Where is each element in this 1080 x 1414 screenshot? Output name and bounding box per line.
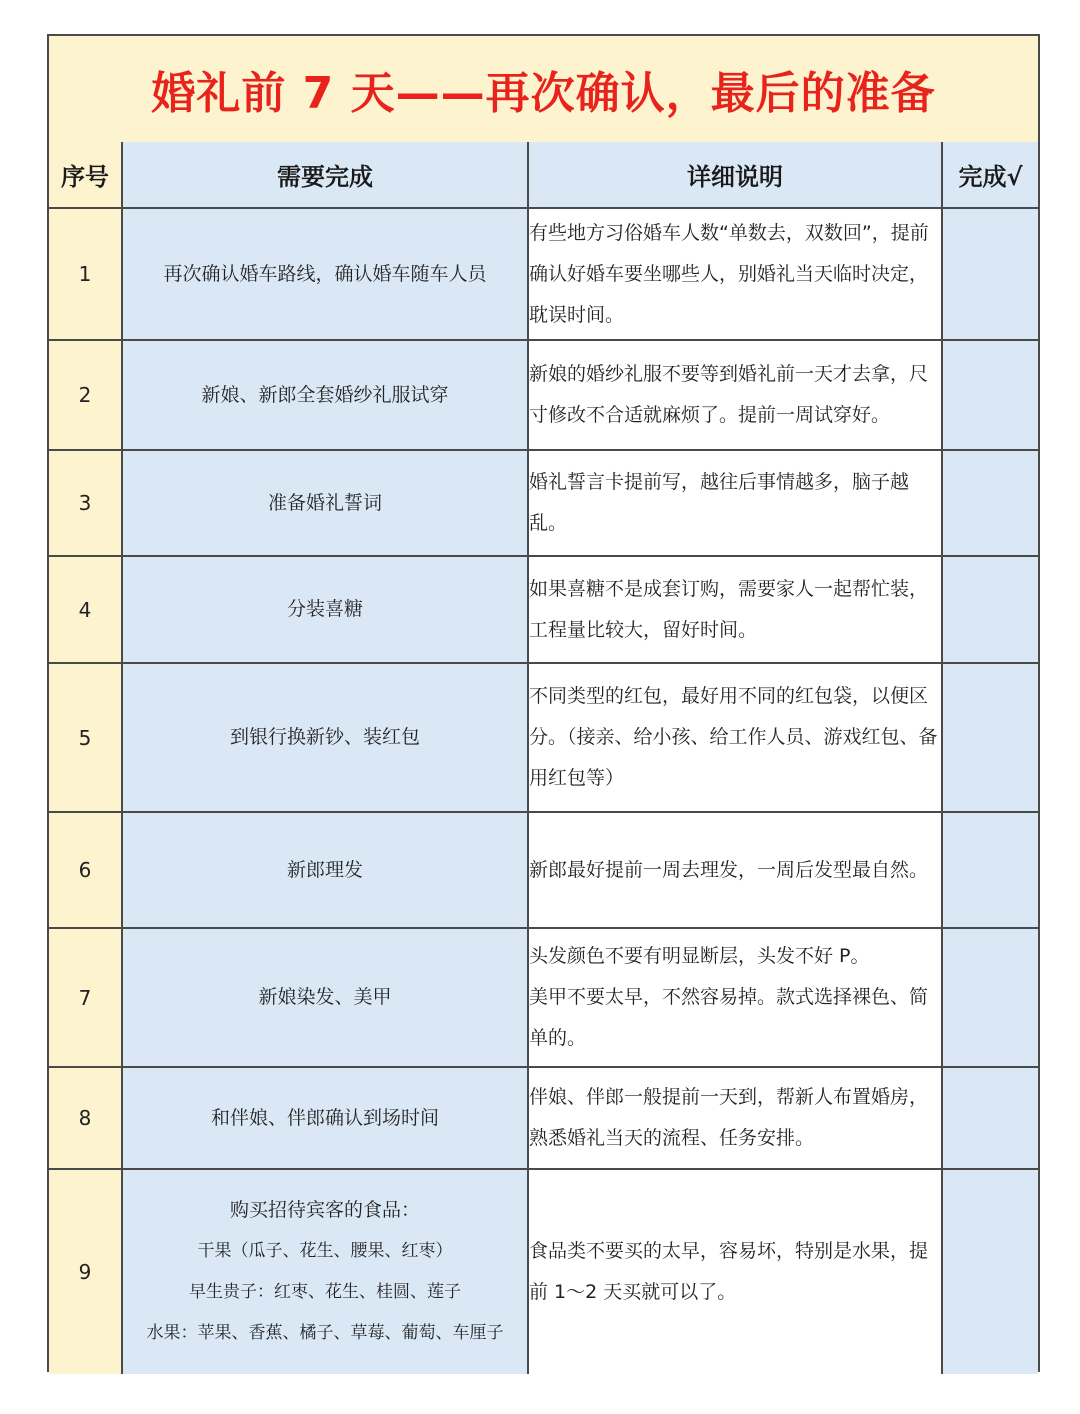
task-text: 再次确认婚车路线，确认婚车随车人员 bbox=[163, 262, 487, 285]
row-number: 5 bbox=[49, 663, 122, 812]
detail-text: 有些地方习俗婚车人数“单数去，双数回”，提前确认好婚车要坐哪些人，别婚礼当天临时决定，耽误时间。 bbox=[529, 221, 929, 326]
task-cell bbox=[122, 663, 528, 812]
task-text: 到银行换新钞、装红包 bbox=[229, 726, 420, 748]
detail-text: 美甲不要太早，不然容易掉。款式选择裸色、简单的。 bbox=[529, 986, 929, 1049]
checklist-table bbox=[49, 142, 1038, 1374]
table-row bbox=[49, 928, 1038, 1067]
row-number: 9 bbox=[49, 1169, 122, 1374]
task-cell bbox=[122, 340, 528, 450]
task-cell bbox=[122, 208, 528, 340]
done-checkbox-cell[interactable] bbox=[942, 556, 1038, 663]
done-checkbox-cell[interactable] bbox=[942, 812, 1038, 928]
detail-cell bbox=[528, 340, 942, 450]
title-bar bbox=[49, 36, 1038, 144]
done-checkbox-cell[interactable] bbox=[942, 1169, 1038, 1374]
done-checkbox-cell[interactable] bbox=[942, 663, 1038, 812]
detail-cell bbox=[528, 1067, 942, 1169]
row-number: 1 bbox=[49, 208, 122, 340]
table-row bbox=[49, 812, 1038, 928]
header-no: 序号 bbox=[49, 142, 122, 208]
done-checkbox-cell[interactable] bbox=[942, 928, 1038, 1067]
row-number: 4 bbox=[49, 556, 122, 663]
header-done: 完成√ bbox=[942, 142, 1038, 208]
detail-cell bbox=[528, 450, 942, 556]
row-number: 6 bbox=[49, 812, 122, 928]
detail-text: 不同类型的红包，最好用不同的红包袋，以便区分。（接亲、给小孩、给工作人员、游戏红包、备用红包等） bbox=[529, 685, 938, 789]
checklist-sheet bbox=[47, 34, 1040, 1372]
task-text: 新娘染发、美甲 bbox=[258, 986, 392, 1008]
done-checkbox-cell[interactable] bbox=[942, 1067, 1038, 1169]
detail-text: 婚礼誓言卡提前写，越往后事情越多，脑子越乱。 bbox=[529, 471, 910, 534]
detail-cell bbox=[528, 663, 942, 812]
detail-text: 新郎最好提前一周去理发，一周后发型最自然。 bbox=[529, 858, 929, 881]
done-checkbox-cell[interactable] bbox=[942, 208, 1038, 340]
table-row bbox=[49, 1067, 1038, 1169]
page-title: 婚礼前 7 天——再次确认，最后的准备 bbox=[151, 68, 936, 119]
detail-text: 新娘的婚纱礼服不要等到婚礼前一天才去拿，尺寸修改不合适就麻烦了。提前一周试穿好。 bbox=[529, 363, 929, 426]
table-row bbox=[49, 556, 1038, 663]
task-cell bbox=[122, 928, 528, 1067]
row-number: 3 bbox=[49, 450, 122, 556]
detail-cell bbox=[528, 1169, 942, 1374]
table-row bbox=[49, 340, 1038, 450]
table-body bbox=[49, 208, 1038, 1374]
task-cell bbox=[122, 1067, 528, 1169]
detail-cell bbox=[528, 812, 942, 928]
detail-text: 食品类不要买的太早，容易坏，特别是水果，提前 1～2 天买就可以了。 bbox=[529, 1240, 929, 1303]
row-number: 2 bbox=[49, 340, 122, 450]
task-text: 购买招待宾客的食品： bbox=[229, 1199, 420, 1221]
header-detail: 详细说明 bbox=[528, 142, 942, 208]
detail-text: 伴娘、伴郎一般提前一天到，帮新人布置婚房，熟悉婚礼当天的流程、任务安排。 bbox=[529, 1086, 929, 1149]
header-row bbox=[49, 142, 1038, 208]
table-row bbox=[49, 450, 1038, 556]
done-checkbox-cell[interactable] bbox=[942, 340, 1038, 450]
task-text: 新娘、新郎全套婚纱礼服试穿 bbox=[201, 383, 449, 406]
done-checkbox-cell[interactable] bbox=[942, 450, 1038, 556]
detail-cell bbox=[528, 208, 942, 340]
task-text: 和伴娘、伴郎确认到场时间 bbox=[210, 1106, 439, 1129]
table-row bbox=[49, 663, 1038, 812]
detail-cell bbox=[528, 928, 942, 1067]
task-text: 水果：苹果、香蕉、橘子、草莓、葡萄、车厘子 bbox=[146, 1323, 504, 1343]
table-row bbox=[49, 208, 1038, 340]
task-cell bbox=[122, 450, 528, 556]
task-text: 干果（瓜子、花生、腰果、红枣） bbox=[197, 1241, 453, 1261]
task-text: 新郎理发 bbox=[286, 858, 363, 881]
task-cell bbox=[122, 1169, 528, 1374]
row-number: 8 bbox=[49, 1067, 122, 1169]
row-number: 7 bbox=[49, 928, 122, 1067]
task-cell bbox=[122, 812, 528, 928]
header-task: 需要完成 bbox=[122, 142, 528, 208]
task-text: 准备婚礼誓词 bbox=[267, 491, 382, 514]
detail-text: 头发颜色不要有明显断层，头发不好 P。 bbox=[529, 945, 870, 967]
task-text: 早生贵子：红枣、花生、桂圆、莲子 bbox=[189, 1282, 461, 1302]
task-text: 分装喜糖 bbox=[286, 598, 363, 620]
detail-cell bbox=[528, 556, 942, 663]
task-cell bbox=[122, 556, 528, 663]
table-row bbox=[49, 1169, 1038, 1374]
detail-text: 如果喜糖不是成套订购，需要家人一起帮忙装，工程量比较大，留好时间。 bbox=[529, 577, 929, 641]
